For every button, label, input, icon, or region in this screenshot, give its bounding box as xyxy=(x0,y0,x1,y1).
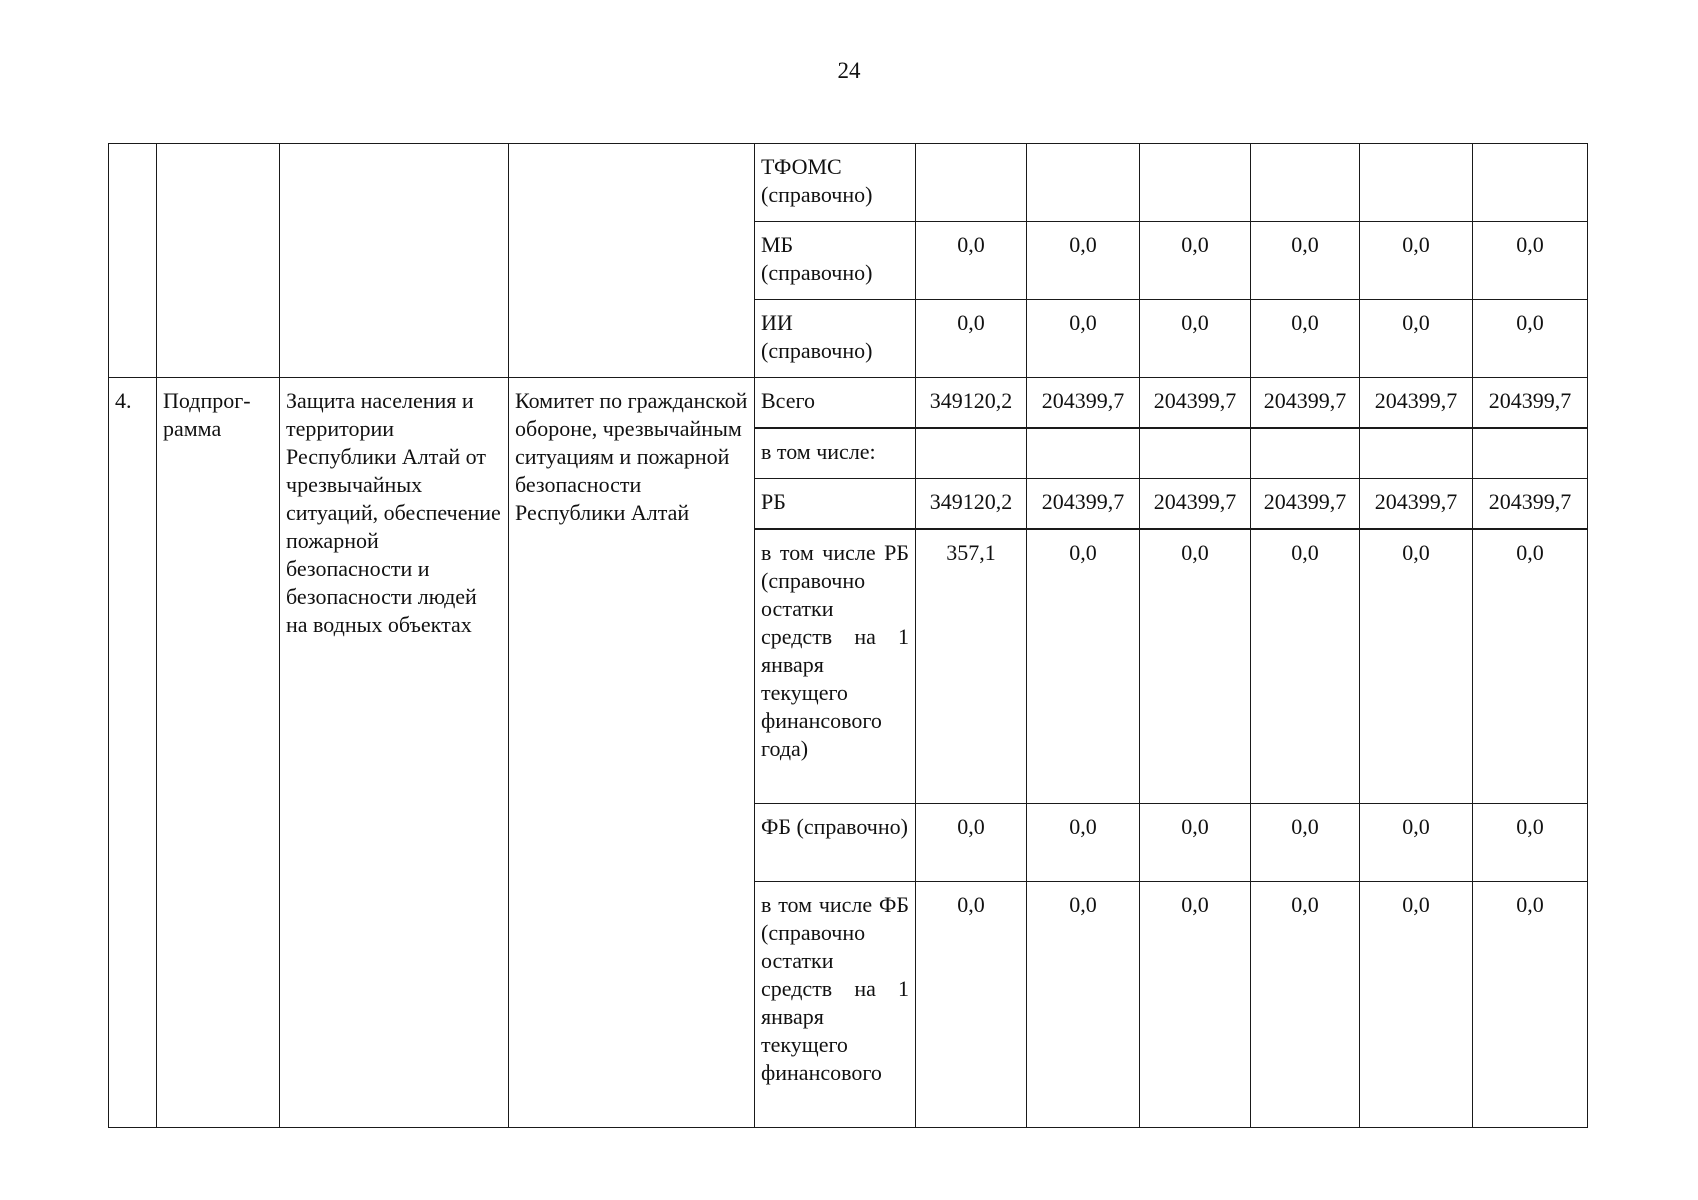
value-cell xyxy=(1473,428,1588,479)
value-cell xyxy=(1473,144,1588,222)
value-cell: 0,0 xyxy=(1027,529,1140,804)
section-index-cell: 4. xyxy=(109,378,157,1128)
value-cell: 0,0 xyxy=(1027,882,1140,1128)
value-cell: 0,0 xyxy=(916,222,1027,300)
page-number: 24 xyxy=(837,58,861,83)
value-cell xyxy=(1140,428,1251,479)
value-cell: 0,0 xyxy=(1360,529,1473,804)
value-cell: 204399,7 xyxy=(1473,378,1588,429)
section-name-cell: Защита населения и территории Республики Алтай от чрезвычайных ситуаций, обеспечение пожарной безопасности и безопасности людей на водных объектах xyxy=(280,378,509,1128)
value-cell xyxy=(1140,144,1251,222)
value-cell: 0,0 xyxy=(1140,300,1251,378)
value-cell: 0,0 xyxy=(1027,300,1140,378)
value-cell: 0,0 xyxy=(1027,222,1140,300)
budget-table xyxy=(108,143,1588,1128)
value-cell: 349120,2 xyxy=(916,479,1027,530)
value-cell: 0,0 xyxy=(1027,804,1140,882)
value-cell xyxy=(1027,144,1140,222)
value-cell xyxy=(916,428,1027,479)
value-cell: 0,0 xyxy=(1251,529,1360,804)
value-cell: 0,0 xyxy=(916,300,1027,378)
value-cell: 357,1 xyxy=(916,529,1027,804)
funding-source-cell: в том числе ФБ (справочно остатки средств на 1 января текущего финансового xyxy=(755,882,916,1128)
cell-empty xyxy=(280,144,509,378)
value-cell: 0,0 xyxy=(1140,222,1251,300)
table-row xyxy=(109,144,1588,222)
section-executor-cell: Комитет по гражданской обороне, чрезвычайным ситуациям и пожарной безопасности Республики Алтай xyxy=(509,378,755,1128)
funding-source-cell: ТФОМС (справочно) xyxy=(755,144,916,222)
value-cell: 0,0 xyxy=(1473,300,1588,378)
value-cell: 204399,7 xyxy=(1251,378,1360,429)
value-cell: 0,0 xyxy=(1251,882,1360,1128)
value-cell: 0,0 xyxy=(1360,300,1473,378)
value-cell xyxy=(1360,144,1473,222)
value-cell: 204399,7 xyxy=(1027,378,1140,429)
value-cell: 0,0 xyxy=(1140,882,1251,1128)
value-cell: 0,0 xyxy=(1360,804,1473,882)
value-cell xyxy=(916,144,1027,222)
table-body xyxy=(109,144,1588,1128)
value-cell: 0,0 xyxy=(1473,222,1588,300)
cell-empty xyxy=(109,144,157,378)
value-cell: 204399,7 xyxy=(1140,378,1251,429)
value-cell: 0,0 xyxy=(916,882,1027,1128)
funding-source-cell: в том числе РБ (справочно остатки средств на 1 января текущего финансового года) xyxy=(755,529,916,804)
funding-source-cell: Всего xyxy=(755,378,916,429)
cell-empty xyxy=(509,144,755,378)
value-cell: 349120,2 xyxy=(916,378,1027,429)
value-cell: 204399,7 xyxy=(1251,479,1360,530)
value-cell xyxy=(1251,428,1360,479)
value-cell: 0,0 xyxy=(1251,804,1360,882)
value-cell: 204399,7 xyxy=(1360,479,1473,530)
value-cell: 204399,7 xyxy=(1360,378,1473,429)
funding-source-cell: МБ (справочно) xyxy=(755,222,916,300)
value-cell: 0,0 xyxy=(1140,804,1251,882)
value-cell: 0,0 xyxy=(1251,300,1360,378)
value-cell: 204399,7 xyxy=(1027,479,1140,530)
value-cell: 0,0 xyxy=(1360,222,1473,300)
funding-source-cell: РБ xyxy=(755,479,916,530)
value-cell: 0,0 xyxy=(1140,529,1251,804)
cell-empty xyxy=(157,144,280,378)
value-cell: 0,0 xyxy=(1251,222,1360,300)
funding-source-cell: ИИ (справочно) xyxy=(755,300,916,378)
value-cell: 0,0 xyxy=(1473,882,1588,1128)
value-cell: 204399,7 xyxy=(1140,479,1251,530)
value-cell: 0,0 xyxy=(916,804,1027,882)
value-cell: 0,0 xyxy=(1473,529,1588,804)
value-cell xyxy=(1251,144,1360,222)
funding-source-cell: в том числе: xyxy=(755,428,916,479)
value-cell: 204399,7 xyxy=(1473,479,1588,530)
value-cell xyxy=(1027,428,1140,479)
table-row xyxy=(109,378,1588,429)
value-cell: 0,0 xyxy=(1360,882,1473,1128)
funding-source-cell: ФБ (справочно) xyxy=(755,804,916,882)
value-cell: 0,0 xyxy=(1473,804,1588,882)
section-type-cell: Подпрог-рамма xyxy=(157,378,280,1128)
value-cell xyxy=(1360,428,1473,479)
